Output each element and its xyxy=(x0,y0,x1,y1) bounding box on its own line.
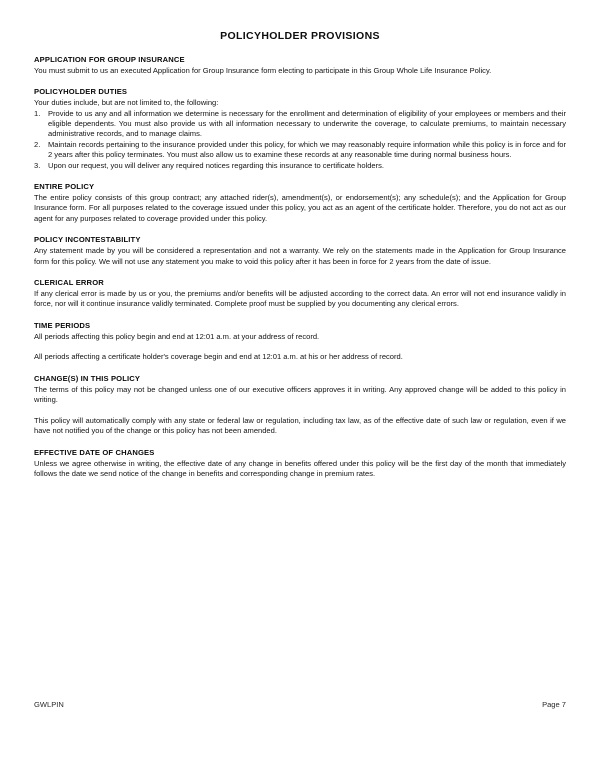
list-item-number: 3. xyxy=(34,160,41,170)
section-paragraph: All periods affecting this policy begin and end at 12:01 a.m. at your address of record. xyxy=(34,331,320,341)
section-entire-policy xyxy=(34,182,566,224)
footer-page-number: Page 7 xyxy=(542,700,566,709)
section-heading: EFFECTIVE DATE OF CHANGES xyxy=(34,447,155,457)
section-paragraph: The entire policy consists of this group contract; any attached rider(s), amendment(s), or endorsement(s); any schedule(s); and the Application for Group Insurance form. For all purposes related to the coverage issued under this policy, you act as an agent of the certificate holder. Therefore, you do not act as our agent for any purposes related to coverage provided under this policy. xyxy=(34,192,566,223)
list-item xyxy=(34,161,566,171)
section-heading: ENTIRE POLICY xyxy=(34,182,95,192)
page-footer xyxy=(34,700,566,710)
section-clerical-error xyxy=(34,278,566,310)
list-item-number: 2. xyxy=(34,139,41,149)
section-paragraph: You must submit to us an executed Application for Group Insurance form electing to participate in this Group Whole Life Insurance Policy. xyxy=(34,65,492,75)
list-item-text: Provide to us any and all information we determine is necessary for the enrollment and determination of eligibility of your employees or members and their eligible dependents. You must also provide us with all information necessary to underwrite the coverage, to calculate premiums, to maintain necessary administrative records, and to manage claims. xyxy=(48,108,566,139)
section-time-periods xyxy=(34,321,566,363)
section-paragraph: The terms of this policy may not be changed unless one of our executive officers approves it in writing. Any approved change will be added to this policy in writing. xyxy=(34,384,566,405)
list-item-text: Maintain records pertaining to the insurance provided under this policy, for which we may reasonably require information while this policy is in force and for 2 years after this policy terminates. You must also allow us to examine these records at any reasonable time during normal business hours. xyxy=(48,139,566,160)
section-effective-date-of-changes xyxy=(34,448,566,480)
section-heading: CHANGE(S) IN THIS POLICY xyxy=(34,373,141,383)
section-heading: POLICY INCONTESTABILITY xyxy=(34,235,141,245)
list-intro-text: Your duties include, but are not limited to, the following: xyxy=(34,98,219,108)
page-title: POLICYHOLDER PROVISIONS xyxy=(220,30,380,42)
page-content xyxy=(34,30,566,490)
footer-form-id: GWLPIN xyxy=(34,700,64,709)
list-item-number: 1. xyxy=(34,108,41,118)
section-paragraph: All periods affecting a certificate holder's coverage begin and end at 12:01 a.m. at his or her address of record. xyxy=(34,352,403,362)
section-heading: APPLICATION FOR GROUP INSURANCE xyxy=(34,55,185,64)
section-paragraph: Unless we agree otherwise in writing, the effective date of any change in benefits offered under this policy will be the first day of the month that immediately follows the date we send notice of the change in benefits and corresponding change in premium rates. xyxy=(34,458,566,478)
duties-list xyxy=(34,109,566,171)
list-item-text: Upon our request, you will deliver any required notices regarding this insurance to certificate holders. xyxy=(48,160,385,170)
section-paragraph: If any clerical error is made by us or you, the premiums and/or benefits will be adjusted according to the correct data. An error will not end insurance validly in force, nor will it continue insurance validly terminated. Complete proof must be supplied by you documenting any clerical errors. xyxy=(34,288,566,309)
list-item xyxy=(34,109,566,140)
section-paragraph: This policy will automatically comply with any state or federal law or regulation, including tax law, as of the effective date of such law or regulation, even if we have not notified you of the change or this policy has not been amended. xyxy=(34,415,566,436)
section-heading: TIME PERIODS xyxy=(34,320,91,330)
section-changes-in-this-policy xyxy=(34,374,566,437)
section-application-for-group-insurance xyxy=(34,55,566,76)
section-policy-incontestability xyxy=(34,235,566,267)
list-item xyxy=(34,140,566,161)
section-paragraph: Any statement made by you will be considered a representation and not a warranty. We rely on the statements made in the Application for Group Insurance form for this policy. We will not use any statement you make to void this policy after it has been in force for 2 years from the date of issue. xyxy=(34,246,566,266)
section-heading: POLICYHOLDER DUTIES xyxy=(34,87,128,97)
section-heading: CLERICAL ERROR xyxy=(34,277,104,287)
section-policyholder-duties xyxy=(34,87,566,171)
